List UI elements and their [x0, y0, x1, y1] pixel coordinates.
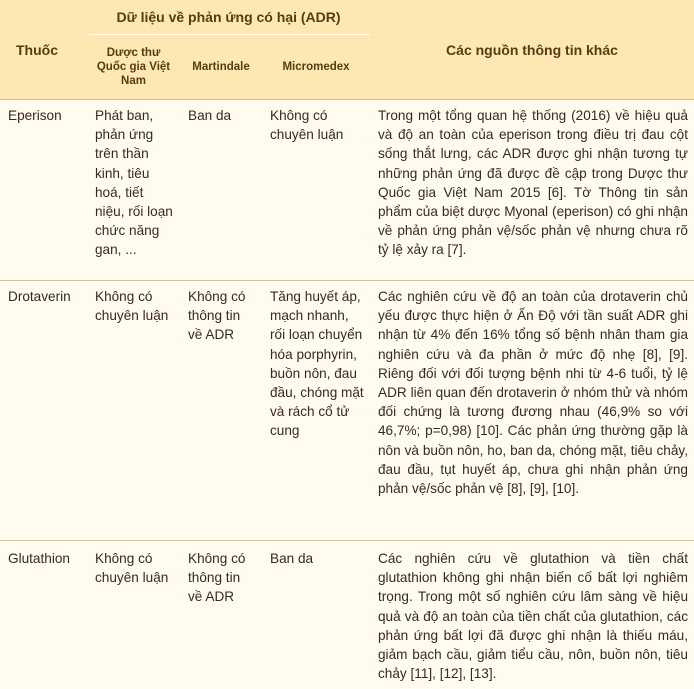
cell-micromedex: Không có chuyên luận [262, 100, 370, 281]
table-row [0, 281, 694, 541]
cell-micromedex: Ban da [262, 541, 370, 689]
header-dtqg: Dược thư Quốc gia Việt Nam [87, 35, 180, 100]
cell-martindale: Không có thông tin về ADR [180, 541, 262, 689]
cell-other: Các nghiên cứu về glutathion và tiền chất glutathion không ghi nhận biến cố bất lợi nghiêm trọng. Trong một số nghiên cứu lâm sàng về hiệu quả và độ an toàn của tiền chất của glutathion, các phản ứng bất lợi đã được ghi nhận là thiếu máu, giảm bạch cầu, giảm tiểu cầu, nôn, buồn nôn, tiêu chảy [11], [12], [13]. [370, 541, 694, 689]
header-other-sources: Các nguồn thông tin khác [370, 0, 694, 100]
table-row [0, 100, 694, 281]
cell-drug: Drotaverin [0, 281, 87, 541]
table-header [0, 0, 694, 100]
header-drug: Thuốc [0, 0, 87, 100]
header-micromedex: Micromedex [262, 35, 370, 100]
table-row [0, 541, 694, 689]
cell-drug: Eperison [0, 100, 87, 281]
cell-dtqg: Không có chuyên luận [87, 281, 180, 541]
cell-micromedex: Tăng huyết áp, mạch nhanh, rối loạn chuyển hóa porphyrin, buồn nôn, đau đầu, chóng mặt và rách cổ tử cung [262, 281, 370, 541]
cell-dtqg: Không có chuyên luận [87, 541, 180, 689]
cell-drug: Glutathion [0, 541, 87, 689]
header-martindale: Martindale [180, 35, 262, 100]
header-adr-group: Dữ liệu về phản ứng có hại (ADR) [87, 0, 370, 35]
cell-martindale: Không có thông tin về ADR [180, 281, 262, 541]
cell-martindale: Ban da [180, 100, 262, 281]
cell-dtqg: Phát ban, phản ứng trên thần kinh, tiêu hoá, tiết niệu, rối loạn chức năng gan, ... [87, 100, 180, 281]
cell-other: Trong một tổng quan hệ thống (2016) về hiệu quả và độ an toàn của eperison trong điều trị đau cột sống thắt lưng, các ADR được ghi nhận tương tự những phản ứng đã được đề cập trong Dược thư Quốc gia Việt Nam 2015 [6]. Tờ Thông tin sản phẩm của biệt dược Myonal (eperison) có ghi nhận về phản ứng phản vệ/sốc phản vệ nhưng chưa rõ tỷ lệ xảy ra [7]. [370, 100, 694, 281]
cell-other: Các nghiên cứu về độ an toàn của drotaverin chủ yếu được thực hiện ở Ấn Độ với tần suất ADR ghi nhận từ 4% đến 16% tổng số bệnh nhân tham gia nghiên cứu và đa phần ở mức độ nhẹ [8], [9]. Riêng đối với đối tượng bệnh nhi từ 4-6 tuổi, tỷ lệ ADR liên quan đến drotaverin ở nhóm thử và nhóm đối chứng là tương đương nhau (46,9% so với 46,7%; p=0,98) [10]. Các phản ứng thường gặp là nôn và buồn nôn, ho, ban da, chóng mặt, tiêu chảy, đau đầu, tụt huyết áp, chưa ghi nhận phản ứng phản vệ/sốc phản vệ [8], [9], [10]. [370, 281, 694, 541]
